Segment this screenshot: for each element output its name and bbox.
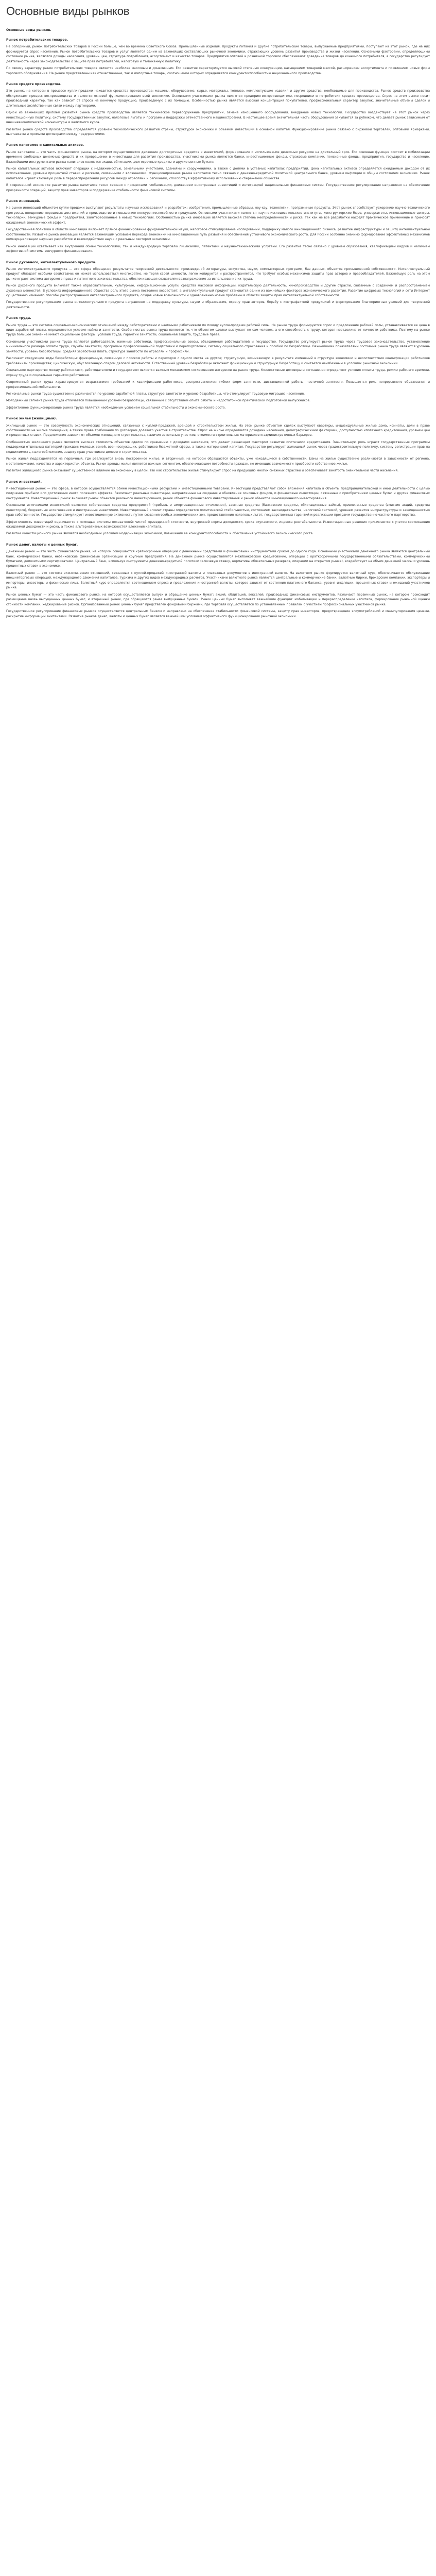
section-heading: Рынок духовного, интеллектуального продукта.: [6, 260, 97, 264]
section-paragraph: Молодежный сегмент рынка труда отличается повышенным уровнем безработицы, связанным с отсутствием опыта работы и недостаточной практической подготовкой выпускников.: [6, 399, 310, 403]
section-paragraph: Современный рынок труда характеризуется возрастанием требований к квалификации работников, распространением гибких форм занятости, дистанционной работы, частичной занятости. Повышается роль непрерывного образования и профессиональной мобильности.: [6, 380, 430, 389]
section-paragraph: Основными участниками рынка труда являются работодатели, наемные работники, профессиональные союзы, объединения работодателей и государство. Государство регулирует рынок труда через трудовое законодательство, установление минимального размера оплаты труда, службы занятости, программы профессиональной подготовки и переподготовки, систему социального страхования и пособий по безработице. Важнейшими показателями состояния рынка труда являются уровень занятости, уровень безработицы, средняя заработная плата, структура занятости по отраслям и профессиям.: [6, 340, 430, 353]
article-section: [6, 38, 430, 76]
section-paragraph: Не оспоримый, рынок потребительских товаров в России больше, чем во времена Советского Союза. Промышленные изделия, продукты питания и другие потребительские товары, выпускаемые предприятиями, поступают на этот рынок, где на них формируется спрос населения. Рынок потребительских товаров и услуг является одним из важнейших составляющих рыночной экономики, отражающих уровень развития производства и жизни населения. Основными факторами, определяющими состояние рынка, являются доходы населения, уровень цен, структура потребления, ассортимент и качество товаров. Предприятия оптовой и розничной торговли обеспечивают доведение товаров до конечного потребителя, а государство регулирует деятельность через законодательство о защите прав потребителей, налоговую и таможенную политику.: [6, 45, 430, 63]
section-heading: Рынок жилья (жилищный).: [6, 417, 57, 421]
article-section: [6, 316, 430, 410]
section-paragraph: Эффективность инвестиций оценивается с помощью системы показателей: чистой приведенной стоимости, внутренней нормы доходности, срока окупаемости, индекса рентабельности. Инвестиционные решения принимаются с учетом соотношения ожидаемой доходности и риска, а также альтернативных возможностей вложения капитала.: [6, 520, 430, 529]
section-paragraph: На рынке инноваций объектом купли-продажи выступают результаты научных исследований и разработок: изобретения, промышленные образцы, ноу-хау, технологии, программные продукты. Этот рынок способствует ускорению научно-технического прогресса, внедрению передовых достижений в производство и повышению конкурентоспособности продукции. Основными участниками являются научно-исследовательские институты, конструкторские бюро, университеты, инновационные центры, технопарки, венчурные фонды и предприятия, заинтересованные в новых технологиях. Особенностью рынка инноваций является высокая степень неопределенности и риска, так как не все разработки находят практическое применение и приносят ожидаемый экономический эффект.: [6, 206, 430, 225]
section-paragraph: Государственное регулирование финансовых рынков осуществляется центральным банком и направлено на обеспечение стабильности финансовой системы, защиту прав инвесторов, предотвращение злоупотреблений и манипулирования ценами, раскрытие информации эмитентами. Развитие рынков денег, валюты и ценных бумаг является важнейшим условием эффективного функционирования рыночной экономики.: [6, 609, 430, 618]
section-paragraph: Инвестиционный рынок — это сфера, в которой осуществляется обмен инвестиционными ресурсами и инвестиционными товарами. Инвестиции представляют собой вложения капитала в объекты предпринимательской и иной деятельности с целью получения прибыли или достижения иного полезного эффекта. Различают реальные инвестиции, направленные на создание и обновление основных фондов, и финансовые инвестиции, связанные с приобретением ценных бумаг и других финансовых инструментов. Инвестиционный рынок включает рынок объектов реального инвестирования, рынок объектов финансового инвестирования и рынок объектов инновационного инвестирования.: [6, 486, 430, 500]
section-paragraph: Денежный рынок — это часть финансового рынка, на котором совершаются краткосрочные операции с денежными средствами и финансовыми инструментами сроком до одного года. Основными участниками денежного рынка являются центральный банк, коммерческие банки, небанковские финансовые организации и крупные предприятия. На денежном рынке осуществляется межбанковское кредитование, операции с краткосрочными государственными обязательствами, коммерческими бумагами, депозитными сертификатами. Центральный банк, используя инструменты денежно-кредитной политики (ключевую ставку, нормативы обязательных резервов, операции на открытом рынке), воздействует на объем денежной массы и уровень процентных ставок в экономике.: [6, 550, 430, 568]
section-heading: Рынок денег, валюты и ценных бумаг.: [6, 543, 78, 547]
section-paragraph: В современной экономике развитие рынка капиталов тесно связано с процессами глобализации, движением иностранных инвестиций и интеграцией национальных финансовых систем. Государственное регулирование направлено на обеспечение прозрачности операций, защиту прав инвесторов и поддержание стабильности финансовой системы.: [6, 183, 430, 192]
section-heading: Рынок труда.: [6, 316, 31, 320]
section-paragraph: Жилищный рынок — это совокупность экономических отношений, связанных с куплей-продажей, арендой и строительством жилья. На этом рынке объектом сделок выступают квартиры, индивидуальные жилые дома, комнаты, доли в праве собственности на жилые помещения, а также права требования по договорам долевого участия в строительстве. Спрос на жилье определяется доходами населения, демографическими факторами, доступностью ипотечного кредитования, уровнем цен и процентных ставок. Предложение зависит от объемов жилищного строительства, наличия земельных участков, стоимости строительных материалов и административных барьеров.: [6, 423, 430, 437]
section-paragraph: Развитие жилищного рынка оказывает существенное влияние на экономику в целом, так как строительство жилья стимулирует спрос на продукцию многих смежных отраслей и обеспечивает занятость значительной части населения.: [6, 469, 399, 473]
section-paragraph: Государственное регулирование рынка интеллектуального продукта направлено на поддержку культуры, науки и образования, охрану прав авторов, борьбу с контрафактной продукцией и формирование благоприятных условий для творческой деятельности.: [6, 300, 430, 309]
article-section: [6, 199, 430, 253]
page-title: Основные виды рынков: [6, 5, 130, 18]
section-paragraph: Эффективное функционирование рынка труда является необходимым условием социальной стабильности и экономического роста.: [6, 405, 226, 410]
section-paragraph: Рынок ценных бумаг — это часть финансового рынка, на которой осуществляется выпуск и обращение ценных бумаг: акций, облигаций, векселей, производных финансовых инструментов. Различают первичный рынок, на котором происходит размещение вновь выпущенных ценных бумаг, и вторичный рынок, где обращаются ранее выпущенные бумаги. Рынок ценных бумаг выполняет важнейшие функции: мобилизацию и перераспределение капитала, формирование рыночной оценки стоимости компаний, хеджирование рисков. Организованный рынок ценных бумаг представлен фондовыми биржами, где торговля осуществляется по установленным правилам с участием профессиональных участников рынка.: [6, 592, 430, 606]
section-paragraph: Рынок жилья подразделяется на первичный, где реализуется вновь построенное жилье, и вторичный, на котором обращаются объекты, уже находящиеся в собственности. Цены на жилье существенно различаются в зависимости от региона, местоположения, качества и характеристик объекта. Рынок аренды жилья является важным сегментом, обеспечивающим потребности граждан, не имеющих возможности приобрести собственное жилье.: [6, 457, 430, 466]
section-paragraph: Региональные рынки труда существенно различаются по уровню заработной платы, структуре занятости и уровню безработицы, что стимулирует трудовую миграцию населения.: [6, 392, 305, 396]
section-paragraph: Рынок духовного продукта включает также образовательные, культурные, информационные услуги, средства массовой информации, издательскую деятельность, кинопроизводство и другие отрасли, связанные с созданием и распространением духовных ценностей. В условиях информационного общества роль этого рынка постоянно возрастает, а интеллектуальный продукт становится одним из важнейших факторов экономического развития. Развитие цифровых технологий и сети Интернет существенно изменило способы распространения интеллектуального продукта, создав новые возможности и одновременно новые проблемы в области защиты прав интеллектуальной собственности.: [6, 284, 430, 297]
intro-section: [6, 28, 430, 32]
section-paragraph: Рынок инноваций охватывает как внутренний обмен технологиями, так и международную торговлю лицензиями, патентами и научно-техническими услугами. Его развитие тесно связано с уровнем образования, квалификацией кадров и наличием эффективной системы венчурного финансирования.: [6, 244, 430, 253]
intro-heading: Основные виды рынков.: [6, 28, 51, 32]
section-paragraph: Различают следующие виды безработицы: фрикционную, связанную с поиском работы и переходом с одного места на другое; структурную, возникающую в результате изменений в структуре экономики и несоответствия квалификации работников требованиям производства; циклическую, обусловленную спадом деловой активности. Естественный уровень безработицы включает фрикционную и структурную безработицу и считается неизбежным в условиях рыночной экономики.: [6, 357, 430, 365]
section-heading: Рынок инноваций.: [6, 199, 40, 204]
section-paragraph: Это рынок, на котором в процессе купли-продажи находятся средства производства: машины, оборудование, сырье, материалы, топливо, комплектующие изделия и другие средства, необходимые для производства. Рынок средств производства обслуживает процесс воспроизводства и является основой функционирования всей экономики. Основными участниками рынка являются предприятия-производители, посредники и потребители средств производства. Спрос на этом рынке носит производный характер, так как зависит от спроса на конечную продукцию, производимую с их помощью. Особенностью рынка является высокая концентрация покупателей, профессиональный характер закупок, значительные объемы сделок и длительные хозяйственные связи между партнерами.: [6, 89, 430, 108]
section-paragraph: Социальное партнерство между работниками, работодателями и государством является важным механизмом согласования интересов на рынке труда. Коллективные договоры и соглашения определяют условия оплаты труда, режим рабочего времени, охрану труда и социальные гарантии работникам.: [6, 368, 430, 377]
section-paragraph: Основными источниками инвестиций являются собственные средства предприятий (прибыль и амортизационные отчисления), заемные средства (банковские кредиты, облигационные займы), привлеченные средства (эмиссия акций, средства инвесторов), бюджетные ассигнования и иностранные инвестиции. Инвестиционный климат страны определяется политической стабильностью, состоянием законодательства, налоговой системой, уровнем развития инфраструктуры и защищенностью прав собственности. Государство стимулирует инвестиционную активность путем создания особых экономических зон, предоставления налоговых льгот, государственных гарантий и реализации программ государственно-частного партнерства.: [6, 503, 430, 517]
section-paragraph: Валютный рынок — это система экономических отношений, связанных с куплей-продажей иностранной валюты и платежных документов в иностранной валюте. На валютном рынке формируется валютный курс, обеспечивается обслуживание внешнеторговых операций, международного движения капиталов, туризма и других видов международных расчетов. Участниками валютного рынка являются центральные и коммерческие банки, валютные биржи, брокерские компании, экспортеры и импортеры, инвесторы и физические лица. Валютный курс определяется соотношением спроса и предложения иностранной валюты, которое зависит от состояния платежного баланса, уровня инфляции, процентных ставок и ожиданий участников рынка.: [6, 571, 430, 590]
section-paragraph: Одной из важнейших проблем развития рынка средств производства является техническое перевооружение предприятий, замена изношенного оборудования, внедрение новых технологий. Государство воздействует на этот рынок через инвестиционную политику, систему государственных закупок, налоговые льготы и программы поддержки отечественного машиностроения. В настоящее время значительная часть оборудования закупается за рубежом, что делает рынок зависимым от внешнеэкономической конъюнктуры и валютного курса.: [6, 111, 430, 125]
section-paragraph: Рынок капитальных активов включает операции с недвижимостью, земельными участками, зданиями и сооружениями, а также с долями в уставных капиталах предприятий. Цена капитальных активов определяется ожидаемым доходом от их использования, уровнем процентной ставки и рисками, связанными с вложениями. Функционирование рынка капиталов тесно связано с денежно-кредитной политикой центрального банка, уровнем инфляции и общим состоянием экономики. Рынок капиталов играет ключевую роль в перераспределении ресурсов между отраслями и регионами, способствуя эффективному использованию сбережений общества.: [6, 166, 430, 180]
article-section: [6, 82, 430, 137]
article-section: [6, 543, 430, 619]
section-heading: Рынок потребительских товаров.: [6, 38, 68, 42]
article-section: [6, 260, 430, 310]
section-heading: Рынок капиталов и капитальных активов.: [6, 143, 84, 147]
article-section: [6, 143, 430, 193]
section-heading: Рынок инвестиций.: [6, 480, 42, 484]
section-paragraph: Рынок труда — это система социально-экономических отношений между работодателями и наемными работниками по поводу купли-продажи рабочей силы. На рынке труда формируются спрос и предложение рабочей силы, устанавливается ее цена в виде заработной платы, определяются условия найма и занятости. Особенностью рынка труда является то, что объектом сделки выступает не сам человек, а его способность к труду, которая неотделима от личности работника. Поэтому на рынке труда большое значение имеют социальные факторы: условия труда, гарантии занятости, социальная защита, трудовые права.: [6, 323, 430, 337]
section-paragraph: Развитие инвестиционного рынка является необходимым условием модернизации экономики, повышения ее конкурентоспособности и обеспечения устойчивого экономического роста.: [6, 532, 314, 536]
section-paragraph: По своему характеру рынок потребительских товаров является наиболее массовым и динамичным. Его развитие характеризуется высокой степенью конкуренции, насыщением товарной массой, расширением ассортимента и появлением новых форм торгового обслуживания. На рынке представлены как отечественные, так и импортные товары, соотношение которых определяется конкурентоспособностью национального производства.: [6, 66, 430, 75]
section-paragraph: Развитие рынка средств производства определяется уровнем технологического развития страны, структурой экономики и объемом инвестиций в основной капитал. Функционирование рынка связано с биржевой торговлей, оптовыми ярмарками, выставками и прямыми договорами между предприятиями.: [6, 127, 430, 136]
section-paragraph: Особенностью жилищного рынка является высокая стоимость объектов сделок по сравнению с доходами населения, что делает решающим фактором развитие ипотечного кредитования. Значительную роль играют государственные программы поддержки отдельных категорий граждан: молодых семей, военнослужащих, работников бюджетной сферы, а также материнский капитал. Государство регулирует жилищный рынок через градостроительную политику, систему регистрации прав на недвижимость, налогообложение, защиту прав участников долевого строительства.: [6, 440, 430, 454]
article-section: [6, 416, 430, 473]
section-paragraph: Рынок интеллектуального продукта — это сфера обращения результатов творческой деятельности: произведений литературы, искусства, науки, компьютерных программ, баз данных, объектов промышленной собственности. Интеллектуальный продукт обладает особыми свойствами: он может использоваться многократно, не теряя своей ценности, легко копируется и распространяется, что требует особых механизмов защиты прав авторов и правообладателей. Важнейшую роль на этом рынке играет система авторского права и патентного законодательства, обеспечивающая создателям вознаграждение за использование их труда.: [6, 267, 430, 281]
section-heading: Рынок средств производства.: [6, 82, 62, 87]
sections-container: [6, 38, 430, 619]
section-paragraph: Государственная политика в области инноваций включает прямое финансирование фундаментальной науки, налоговое стимулирование исследований, поддержку малого инновационного бизнеса, развитие инфраструктуры и защиту интеллектуальной собственности. Развитие рынка инноваций является важнейшим условием перехода экономики на инновационный путь развития и обеспечения устойчивого экономического роста. Для России особенно значимо формирование эффективных механизмов коммерциализации научных разработок и взаимодействия науки с реальным сектором экономики.: [6, 228, 430, 242]
section-paragraph: Рынок капиталов — это часть финансового рынка, на котором осуществляется движение долгосрочных кредитов и инвестиций, формирование и использование денежных ресурсов на длительный срок. Его основная функция состоит в мобилизации временно свободных денежных средств и их превращении в инвестиции для развития производства. Участниками рынка являются банки, инвестиционные фонды, страховые компании, пенсионные фонды, предприятия, государство и население. Важнейшими инструментами рынка капиталов являются акции, облигации, долгосрочные кредиты и другие ценные бумаги.: [6, 150, 430, 164]
article-section: [6, 480, 430, 536]
